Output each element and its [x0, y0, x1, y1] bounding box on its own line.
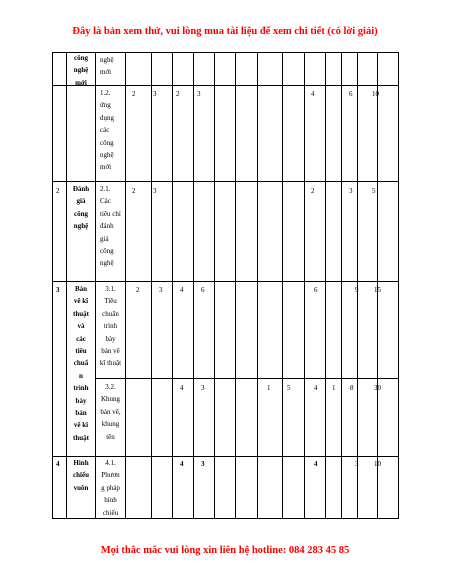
topic-line: tiêu	[75, 347, 87, 356]
table-rule	[52, 181, 399, 182]
topic-line: thuật	[73, 309, 89, 318]
table-rule	[341, 52, 342, 519]
table-rule	[95, 378, 399, 379]
subtopic-line: tên	[106, 432, 115, 441]
subtopic-cell	[100, 183, 125, 270]
topic-line: Hình	[73, 459, 89, 467]
value-cell: 3	[153, 90, 157, 98]
value-cell: 1	[267, 384, 271, 392]
subtopic-line: bản vẽ,	[100, 407, 121, 416]
value-cell: 4	[314, 460, 318, 468]
value-cell: 4	[314, 384, 318, 392]
value-cell: 3	[355, 460, 359, 468]
stt-cell: 4	[56, 460, 60, 468]
topic-line: chuẩ	[73, 359, 89, 368]
topic-line: công	[74, 54, 88, 62]
value-cell: 4	[180, 286, 184, 294]
stt-cell: 2	[56, 187, 60, 195]
topic-line: nghệ	[73, 66, 89, 75]
table-rule	[325, 52, 326, 519]
subtopic-line: Các	[100, 197, 111, 206]
subtopic-line: ứng	[100, 101, 111, 110]
table-rule	[52, 281, 399, 282]
value-cell: 6	[314, 286, 318, 294]
topic-line: vuôn	[73, 483, 89, 492]
topic-line: trình	[73, 384, 89, 393]
value-cell: 4	[180, 460, 184, 468]
value-cell: 10	[372, 90, 379, 98]
subtopic-line: giá	[100, 234, 109, 243]
table-rule	[52, 85, 399, 86]
subtopic-line: 4.1.	[105, 459, 116, 467]
subtopic-line: mới	[100, 163, 112, 172]
topic-cell	[67, 183, 95, 233]
subtopic-line: công	[100, 138, 114, 147]
subtopic-line: nghệ	[100, 259, 114, 268]
topic-line: n	[79, 371, 83, 380]
table-rule	[282, 52, 283, 519]
value-cell: 6	[349, 90, 353, 98]
stt-cell: 3	[56, 286, 60, 294]
subtopic-line: 3.1.	[105, 285, 116, 293]
value-cell: 2	[311, 187, 315, 195]
value-cell: 4	[180, 384, 184, 392]
topic-line: và	[77, 322, 85, 331]
topic-line: bản	[75, 409, 87, 418]
subtopic-line: g pháp	[101, 483, 120, 492]
topic-line: giá	[76, 197, 86, 206]
value-cell: 2	[132, 187, 136, 195]
value-cell: 3	[159, 286, 163, 294]
subtopic-line: Tiêu	[104, 297, 117, 306]
value-cell: 2	[136, 286, 140, 294]
content-table	[52, 52, 399, 519]
subtopic-line: khung	[101, 420, 120, 429]
topic-line: công	[74, 209, 88, 218]
subtopic-line: đánh	[100, 222, 114, 231]
value-cell: 15	[374, 286, 381, 294]
topic-line: chiếu	[73, 471, 89, 480]
topic-line: thuật	[73, 433, 89, 442]
subtopic-line: Phươn	[101, 471, 120, 480]
topic-line: nghệ	[73, 222, 89, 231]
value-cell: 4	[311, 90, 315, 98]
subtopic-line: Khung	[100, 395, 121, 404]
table-rule	[52, 52, 399, 53]
subtopic-line: tiêu chí	[100, 209, 121, 218]
subtopic-line: kĩ thuật	[99, 359, 122, 368]
topic-line: Bản	[74, 285, 88, 293]
table-rule	[172, 52, 173, 519]
value-cell: 30	[374, 384, 381, 392]
value-cell: 3	[201, 460, 205, 468]
subtopic-line: nghệ	[100, 56, 114, 64]
value-cell: 6	[201, 286, 205, 294]
subtopic-line: công	[100, 247, 114, 256]
value-cell: 3	[201, 384, 205, 392]
subtopic-line: 2.1.	[100, 185, 111, 193]
subtopic-line: dụng	[100, 113, 114, 122]
value-cell: 3	[197, 90, 201, 98]
subtopic-cell	[96, 457, 125, 519]
table-rule	[125, 52, 126, 519]
topic-line: vẽ kĩ	[73, 297, 89, 306]
table-rule	[214, 52, 215, 519]
value-cell: 5	[287, 384, 291, 392]
value-cell: 1	[332, 384, 336, 392]
subtopic-cell	[96, 381, 125, 443]
value-cell: 3	[153, 187, 157, 195]
table-rule	[304, 52, 305, 519]
subtopic-line: các	[100, 126, 110, 135]
subtopic-cell	[100, 54, 125, 79]
table-rule	[151, 52, 152, 519]
topic-cell	[67, 283, 95, 444]
topic-line: Đánh	[72, 185, 90, 193]
value-cell: 3	[349, 187, 353, 195]
subtopic-line: bày	[105, 334, 116, 343]
hotline-notice: Mọi thắc mắc vui lòng xin liên hệ hotline: 084 283 45 85	[100, 545, 350, 556]
topic-line: vẽ kĩ	[73, 421, 89, 430]
topic-line: mới	[75, 78, 87, 87]
subtopic-line: 1.2.	[100, 89, 111, 97]
topic-line: bày	[75, 396, 87, 405]
table-rule	[193, 52, 194, 519]
preview-notice: Đây là bản xem thử, vui lòng mua tài liệu để xem chi tiết (có lời giải)	[72, 26, 378, 37]
subtopic-cell	[96, 283, 125, 370]
table-rule	[257, 52, 258, 519]
table-rule	[398, 52, 399, 519]
value-cell: 8	[350, 384, 354, 392]
subtopic-cell	[100, 87, 125, 174]
subtopic-line: chiếu	[102, 508, 119, 517]
subtopic-line: nghệ	[100, 151, 114, 160]
value-cell: 2	[132, 90, 136, 98]
subtopic-line: hình	[104, 496, 117, 505]
subtopic-line: mới	[100, 68, 112, 77]
value-cell: 2	[176, 90, 180, 98]
table-rule	[235, 52, 236, 519]
topic-line: các	[76, 334, 86, 343]
topic-cell	[67, 52, 95, 89]
topic-cell	[67, 457, 95, 494]
value-cell: 5	[372, 187, 376, 195]
value-cell: 10	[374, 460, 381, 468]
subtopic-line: bản vẽ	[101, 347, 120, 356]
table-rule	[52, 52, 53, 519]
subtopic-line: 3.2.	[105, 383, 116, 391]
value-cell: 9	[355, 286, 359, 294]
subtopic-line: trình	[103, 322, 118, 331]
subtopic-line: chuẩn	[102, 309, 119, 318]
